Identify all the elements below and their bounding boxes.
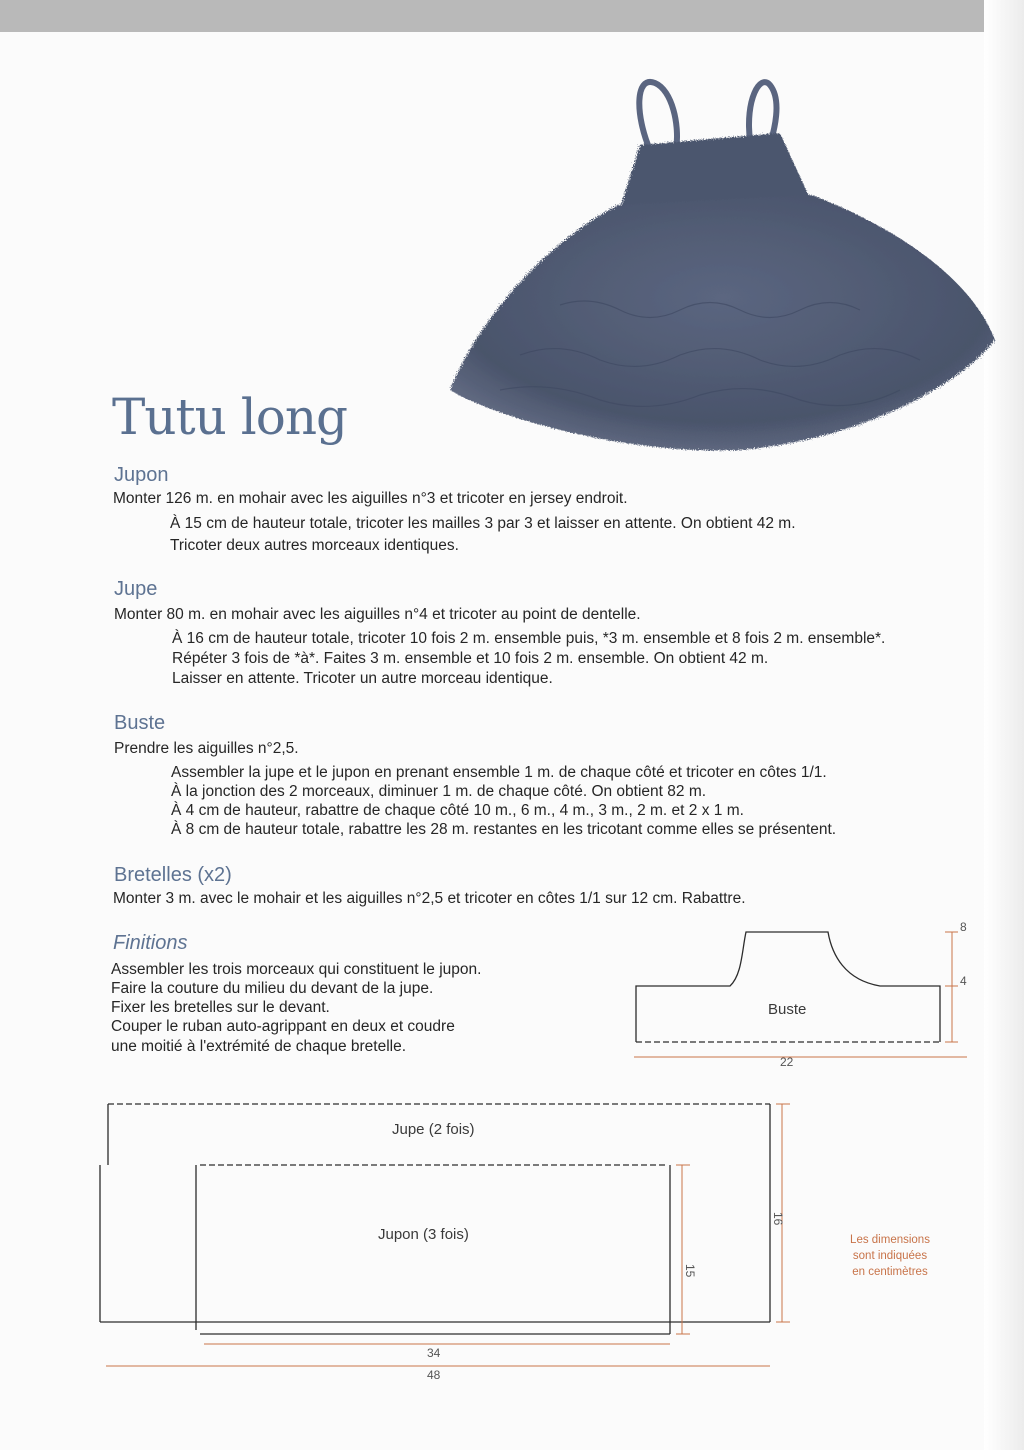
buste-height-top-label: 8: [960, 920, 967, 934]
jupon-height-label: 15: [683, 1264, 697, 1278]
jupon-line-1: Monter 126 m. en mohair avec les aiguilles n°3 et tricoter en jersey endroit.: [113, 490, 628, 507]
buste-outline: [636, 932, 940, 1042]
buste-line-4: À 4 cm de hauteur, rabattre de chaque côté 10 m., 6 m., 4 m., 3 m., 2 m. et 2 x 1 m.: [171, 802, 744, 819]
buste-line-2: Assembler la jupe et le jupon en prenant ensemble 1 m. de chaque côté et tricoter en côtes 1/1.: [171, 764, 827, 781]
jupe-label: Jupe (2 fois): [392, 1121, 475, 1138]
jupon-pattern: [196, 1165, 670, 1334]
buste-line-5: À 8 cm de hauteur totale, rabattre les 28 m. restantes en les tricotant comme elles se présentent.: [171, 821, 837, 838]
dimensions-note-line-2: sont indiquées: [852, 1250, 928, 1262]
finitions-line-3: Fixer les bretelles sur le devant.: [111, 999, 330, 1016]
jupe-line-3: Répéter 3 fois de *à*. Faites 3 m. ensemble et 10 fois 2 m. ensemble. On obtient 42 m.: [172, 650, 769, 667]
buste-width-label: 22: [780, 1055, 794, 1069]
page-title: Tutu long: [112, 388, 348, 446]
finitions-line-1: Assembler les trois morceaux qui constituent le jupon.: [111, 961, 482, 978]
bretelles-line-1: Monter 3 m. avec le mohair et les aiguilles n°2,5 et tricoter en côtes 1/1 sur 12 cm. Rabattre.: [113, 890, 746, 907]
jupe-line-1: Monter 80 m. en mohair avec les aiguilles n°4 et tricoter au point de dentelle.: [114, 606, 641, 623]
jupe-height-label: 16: [771, 1212, 785, 1226]
jupon-label: Jupon (3 fois): [378, 1226, 469, 1243]
buste-label: Buste: [768, 1001, 807, 1018]
jupe-line-4: Laisser en attente. Tricoter un autre morceau identique.: [172, 670, 553, 687]
section-heading-buste: Buste: [114, 712, 166, 734]
section-heading-bretelles: Bretelles (x2): [114, 864, 232, 886]
finitions-line-2: Faire la couture du milieu du devant de la jupe.: [111, 980, 434, 997]
buste-line-3: À la jonction des 2 morceaux, diminuer 1 m. de chaque côté. On obtient 82 m.: [171, 783, 707, 800]
section-heading-jupon: Jupon: [114, 464, 169, 486]
buste-height-bottom-label: 4: [960, 974, 967, 988]
buste-pattern: [636, 932, 940, 1042]
dimensions-note: [830, 1232, 950, 1280]
finitions-line-4: Couper le ruban auto-agrippant en deux et coudre: [111, 1018, 455, 1035]
jupon-line-2: À 15 cm de hauteur totale, tricoter les mailles 3 par 3 et laisser en attente. On obtient 42 m.: [170, 515, 796, 532]
dimensions-note-line-1: Les dimensions: [850, 1234, 930, 1246]
dimensions-note-line-3: en centimètres: [852, 1266, 928, 1278]
section-heading-jupe: Jupe: [114, 578, 158, 600]
section-heading-finitions: Finitions: [113, 932, 188, 954]
finitions-line-5: une moitié à l'extrémité de chaque bretelle.: [111, 1038, 407, 1055]
buste-dimension-lines: [634, 932, 967, 1057]
buste-line-1: Prendre les aiguilles n°2,5.: [114, 740, 299, 757]
jupe-width-label: 48: [427, 1368, 441, 1382]
jupon-line-3: Tricoter deux autres morceaux identiques.: [170, 537, 459, 554]
jupe-line-2: À 16 cm de hauteur totale, tricoter 10 fois 2 m. ensemble puis, *3 m. ensemble et 8 fois 2 m. ensemble*.: [172, 630, 886, 647]
jupon-width-label: 34: [427, 1346, 441, 1360]
